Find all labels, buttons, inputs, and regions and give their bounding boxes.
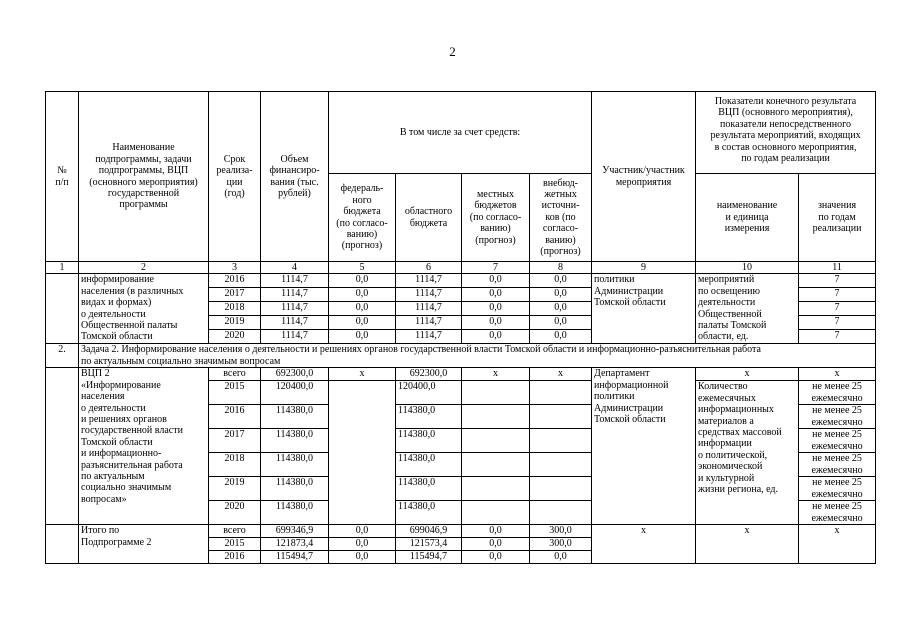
colnum-2: 2 (79, 262, 209, 274)
colnum-9: 9 (592, 262, 696, 274)
local-cell: x (462, 368, 530, 381)
regional-cell: 114380,0 (396, 405, 462, 429)
federal-cell: 0,0 (329, 274, 396, 288)
total-cell: 114380,0 (261, 477, 329, 501)
indicator-value-cell: не менее 25 ежемесячно (799, 477, 876, 501)
extrabudget-cell (530, 405, 592, 429)
regional-cell: 692300,0 (396, 368, 462, 381)
total-cell: 1114,7 (261, 316, 329, 330)
extrabudget-cell (530, 429, 592, 453)
header-col-extrabudget: внебюд- жетных источни- ков (по согласо- ванию) (прогноз) (530, 174, 592, 262)
year-cell: 2016 (209, 405, 261, 429)
itogo-num (46, 525, 79, 564)
block1-num (46, 274, 79, 344)
extrabudget-cell: x (530, 368, 592, 381)
federal-cell: 0,0 (329, 330, 396, 344)
year-cell: 2017 (209, 429, 261, 453)
itogo-value: x (799, 525, 876, 564)
colnum-1: 1 (46, 262, 79, 274)
header-funds-group: В том числе за счет средств: (329, 92, 592, 174)
indicator-value-cell: не менее 25 ежемесячно (799, 429, 876, 453)
colnum-7: 7 (462, 262, 530, 274)
header-row-1 (46, 92, 876, 174)
indicator-value-cell: 7 (799, 330, 876, 344)
local-cell: 0,0 (462, 538, 530, 551)
table-row (46, 525, 876, 538)
extrabudget-cell: 0,0 (530, 330, 592, 344)
local-cell (462, 405, 530, 429)
year-cell: 2017 (209, 288, 261, 302)
block1-participant: политики Администрации Томской области (592, 274, 696, 344)
column-numbers-row (46, 262, 876, 274)
vcp2-name: ВЦП 2 «Информирование населения о деятельности и решениях органов государственной власти Томской области и информационно- разъяснительная работа по актуальным социально значимым вопросам» (79, 368, 209, 525)
indicator-value-cell: не менее 25 ежемесячно (799, 453, 876, 477)
year-cell: 2018 (209, 453, 261, 477)
task2-num: 2. (46, 344, 79, 368)
total-cell: 115494,7 (261, 551, 329, 564)
local-cell: 0,0 (462, 302, 530, 316)
local-cell: 0,0 (462, 525, 530, 538)
page-number: 2 (449, 44, 456, 59)
extrabudget-cell (530, 381, 592, 405)
regional-cell: 114380,0 (396, 477, 462, 501)
local-cell (462, 381, 530, 405)
regional-cell: 120400,0 (396, 381, 462, 405)
header-col-indicator-name: наименование и единица измерения (696, 174, 799, 262)
federal-cell: 0,0 (329, 316, 396, 330)
table-row (46, 368, 876, 381)
colnum-3: 3 (209, 262, 261, 274)
task2-title: Задача 2. Информирование населения о деятельности и решениях органов государственной власти Томской области и информационно-разъяснительная работа по актуальным социально значимым вопросам (79, 344, 876, 368)
year-cell: 2018 (209, 302, 261, 316)
vcp2-num (46, 368, 79, 525)
extrabudget-cell: 0,0 (530, 302, 592, 316)
indicator-value-cell: не менее 25 ежемесячно (799, 501, 876, 525)
header-col-num: № п/п (46, 92, 79, 262)
itogo-indicator: x (696, 525, 799, 564)
vcp2-indicator: Количество ежемесячных информационных материалов а средствах массовой информации о политической, экономической и культурной жизни региона, ед. (696, 381, 799, 525)
header-col-name: Наименование подпрограммы, задачи подпрограммы, ВЦП (основного мероприятия) государственной программы (79, 92, 209, 262)
total-cell: 1114,7 (261, 330, 329, 344)
regional-cell: 114380,0 (396, 429, 462, 453)
vcp2-participant: Департамент информационной политики Администрации Томской области (592, 368, 696, 525)
year-cell: всего (209, 368, 261, 381)
year-cell: 2015 (209, 538, 261, 551)
extrabudget-cell: 0,0 (530, 274, 592, 288)
colnum-4: 4 (261, 262, 329, 274)
federal-cell (329, 453, 396, 477)
total-cell: 114380,0 (261, 405, 329, 429)
local-cell: 0,0 (462, 274, 530, 288)
header-col-volume: Объем финансиро- вания (тыс. рублей) (261, 92, 329, 262)
federal-cell: 0,0 (329, 302, 396, 316)
federal-cell (329, 477, 396, 501)
extrabudget-cell: 0,0 (530, 288, 592, 302)
block1-name: информирование населения (в различных видах и формах) о деятельности Общественной палаты Томской области (79, 274, 209, 344)
regional-cell: 114380,0 (396, 453, 462, 477)
federal-cell: 0,0 (329, 538, 396, 551)
indicator-name-cell: x (696, 368, 799, 381)
header-col-indicator-value: значения по годам реализации (799, 174, 876, 262)
colnum-6: 6 (396, 262, 462, 274)
year-cell: 2016 (209, 274, 261, 288)
federal-cell: 0,0 (329, 551, 396, 564)
extrabudget-cell (530, 501, 592, 525)
total-cell: 114380,0 (261, 429, 329, 453)
local-cell: 0,0 (462, 330, 530, 344)
colnum-5: 5 (329, 262, 396, 274)
local-cell: 0,0 (462, 316, 530, 330)
colnum-11: 11 (799, 262, 876, 274)
block1-indicator: мероприятий по освещению деятельности Общественной палаты Томской области, ед. (696, 274, 799, 344)
extrabudget-cell: 300,0 (530, 525, 592, 538)
itogo-name: Итого по Подпрограмме 2 (79, 525, 209, 564)
indicator-value-cell: не менее 25 ежемесячно (799, 405, 876, 429)
task-row (46, 344, 876, 368)
year-cell: 2016 (209, 551, 261, 564)
colnum-10: 10 (696, 262, 799, 274)
regional-cell: 1114,7 (396, 316, 462, 330)
header-col-term: Срок реализа- ции (год) (209, 92, 261, 262)
indicator-value-cell: не менее 25 ежемесячно (799, 381, 876, 405)
regional-cell: 115494,7 (396, 551, 462, 564)
header-col-local: местных бюджетов (по согласо- ванию) (прогноз) (462, 174, 530, 262)
header-indicators-group: Показатели конечного результата ВЦП (основного мероприятия), показатели непосредственного результата мероприятий, входящих в состав основного мероприятия, по годам реализации (696, 92, 876, 174)
federal-cell: 0,0 (329, 525, 396, 538)
regional-cell: 1114,7 (396, 330, 462, 344)
indicator-value-cell: 7 (799, 302, 876, 316)
total-cell: 1114,7 (261, 274, 329, 288)
regional-cell: 1114,7 (396, 302, 462, 316)
federal-cell: 0,0 (329, 288, 396, 302)
year-cell: всего (209, 525, 261, 538)
program-table (45, 91, 876, 564)
local-cell (462, 453, 530, 477)
year-cell: 2019 (209, 316, 261, 330)
total-cell: 699346,9 (261, 525, 329, 538)
header-col-federal: федераль- ного бюджета (по согласо- ванию) (прогноз) (329, 174, 396, 262)
year-cell: 2019 (209, 477, 261, 501)
extrabudget-cell (530, 453, 592, 477)
total-cell: 1114,7 (261, 302, 329, 316)
extrabudget-cell (530, 477, 592, 501)
extrabudget-cell: 300,0 (530, 538, 592, 551)
local-cell: 0,0 (462, 551, 530, 564)
regional-cell: 1114,7 (396, 288, 462, 302)
total-cell: 121873,4 (261, 538, 329, 551)
regional-cell: 1114,7 (396, 274, 462, 288)
header-col-participant: Участник/участник мероприятия (592, 92, 696, 262)
total-cell: 120400,0 (261, 381, 329, 405)
regional-cell: 121573,4 (396, 538, 462, 551)
regional-cell: 699046,9 (396, 525, 462, 538)
indicator-value-cell: 7 (799, 274, 876, 288)
year-cell: 2020 (209, 501, 261, 525)
federal-cell (329, 381, 396, 405)
year-cell: 2015 (209, 381, 261, 405)
federal-cell (329, 429, 396, 453)
total-cell: 692300,0 (261, 368, 329, 381)
total-cell: 1114,7 (261, 288, 329, 302)
federal-cell (329, 501, 396, 525)
indicator-value-cell: 7 (799, 316, 876, 330)
local-cell (462, 429, 530, 453)
local-cell: 0,0 (462, 288, 530, 302)
header-col-regional: областного бюджета (396, 174, 462, 262)
extrabudget-cell: 0,0 (530, 551, 592, 564)
indicator-value-cell: 7 (799, 288, 876, 302)
regional-cell: 114380,0 (396, 501, 462, 525)
itogo-participant: x (592, 525, 696, 564)
table-row (46, 274, 876, 288)
extrabudget-cell: 0,0 (530, 316, 592, 330)
total-cell: 114380,0 (261, 453, 329, 477)
total-cell: 114380,0 (261, 501, 329, 525)
local-cell (462, 477, 530, 501)
local-cell (462, 501, 530, 525)
federal-cell (329, 405, 396, 429)
colnum-8: 8 (530, 262, 592, 274)
year-cell: 2020 (209, 330, 261, 344)
federal-cell: x (329, 368, 396, 381)
indicator-value-cell: x (799, 368, 876, 381)
